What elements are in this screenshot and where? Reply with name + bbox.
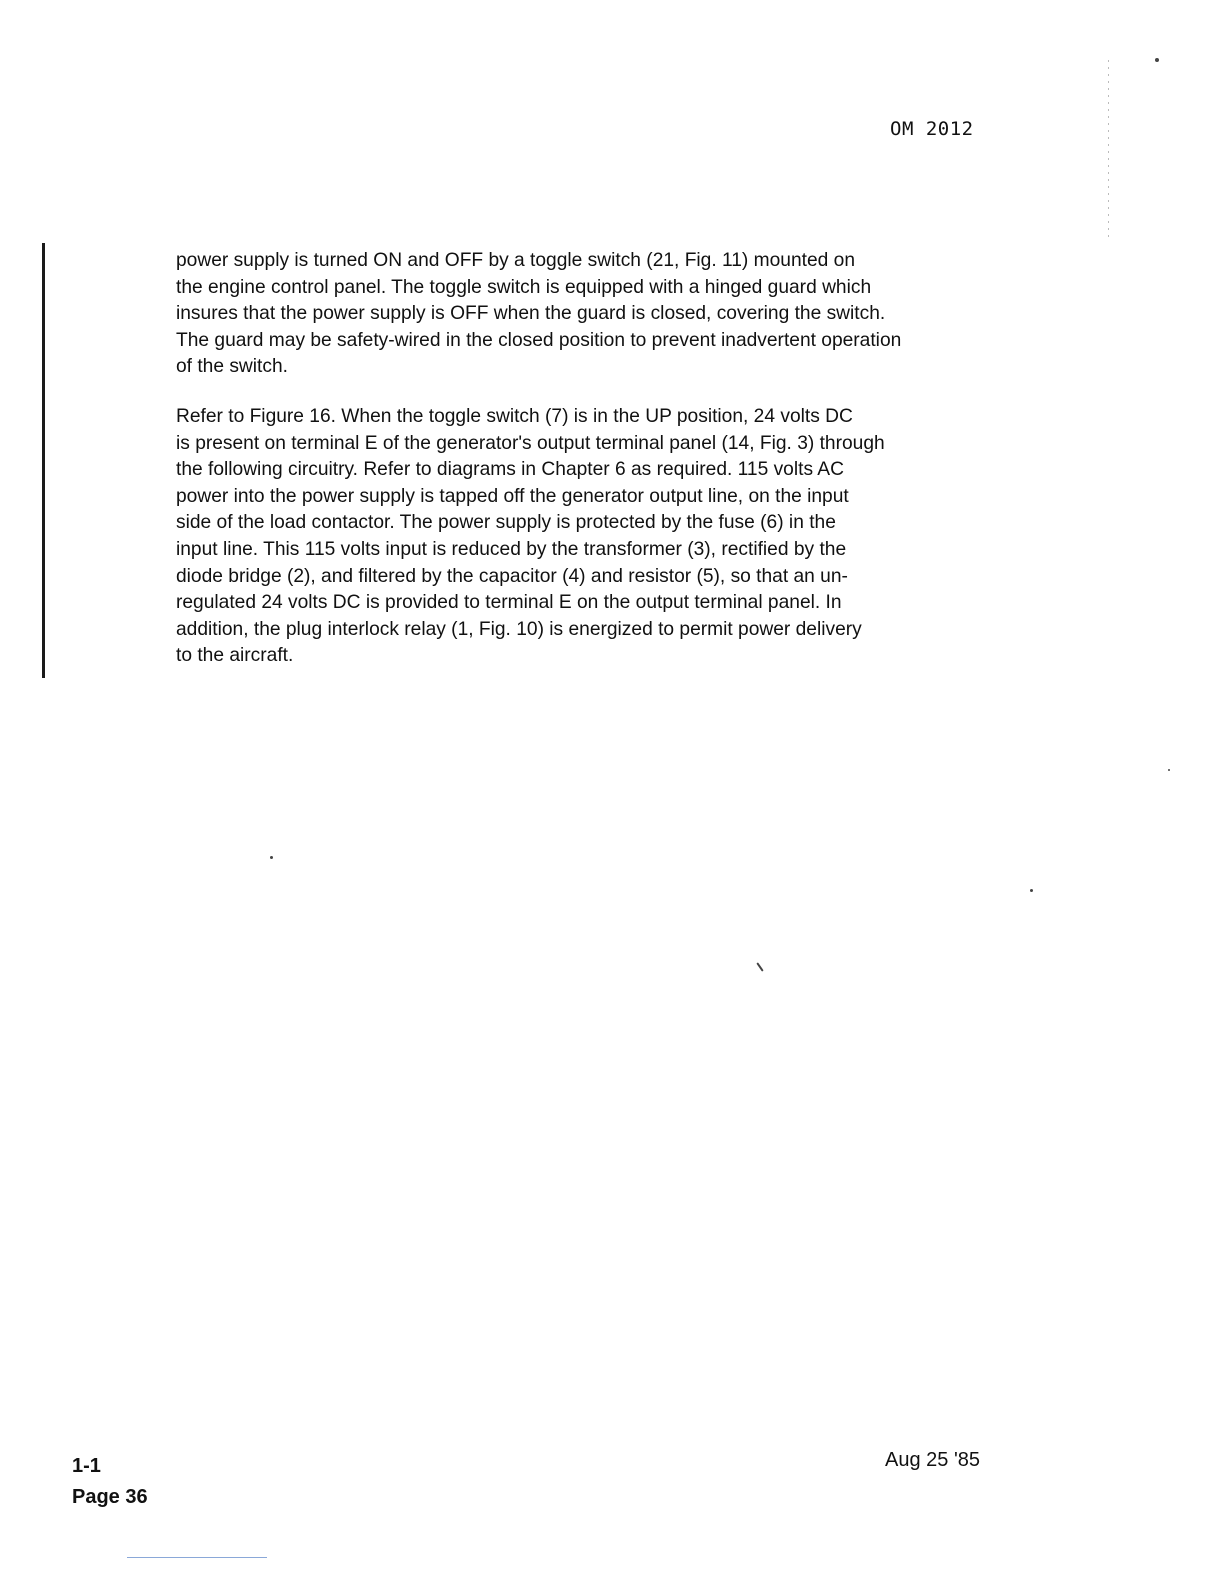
scan-speck bbox=[270, 856, 273, 859]
scan-edge-rule bbox=[127, 1557, 267, 1558]
text-line: is present on terminal E of the generator's output terminal panel (14, Fig. 3) through bbox=[176, 432, 885, 454]
text-line: the engine control panel. The toggle switch is equipped with a hinged guard which bbox=[176, 276, 872, 298]
scan-speck bbox=[1168, 769, 1170, 771]
text-line: insures that the power supply is OFF when the guard is closed, covering the switch. bbox=[176, 303, 886, 325]
footer-date: Aug 25 '85 bbox=[885, 1449, 981, 1471]
scan-edge-dots bbox=[1108, 60, 1109, 240]
text-line: addition, the plug interlock relay (1, Fig. 10) is energized to permit power delivery bbox=[176, 618, 862, 640]
text-line: regulated 24 volts DC is provided to terminal E on the output terminal panel. In bbox=[176, 592, 842, 614]
text-line: power into the power supply is tapped off the generator output line, on the input bbox=[176, 485, 849, 507]
footer-section-number: 1-1 bbox=[72, 1455, 101, 1477]
footer-page-number: Page 36 bbox=[72, 1486, 148, 1508]
text-line: diode bridge (2), and filtered by the capacitor (4) and resistor (5), so that an un- bbox=[176, 565, 848, 587]
scan-speck bbox=[1155, 58, 1159, 62]
revision-change-bar bbox=[42, 243, 45, 678]
document-id: OM 2012 bbox=[890, 118, 974, 140]
scan-speck bbox=[1030, 889, 1033, 892]
text-line: side of the load contactor. The power supply is protected by the fuse (6) in the bbox=[176, 512, 836, 534]
text-line: The guard may be safety-wired in the closed position to prevent inadvertent operation bbox=[176, 329, 902, 351]
paragraph-1 bbox=[176, 248, 1056, 381]
text-line: Refer to Figure 16. When the toggle switch (7) is in the UP position, 24 volts DC bbox=[176, 405, 853, 427]
text-line: the following circuitry. Refer to diagrams in Chapter 6 as required. 115 volts AC bbox=[176, 459, 844, 481]
paragraph-2 bbox=[176, 404, 1056, 670]
text-line: power supply is turned ON and OFF by a toggle switch (21, Fig. 11) mounted on bbox=[176, 250, 856, 271]
scan-speck bbox=[756, 962, 763, 971]
text-line: input line. This 115 volts input is reduced by the transformer (3), rectified by the bbox=[176, 538, 847, 560]
text-line: to the aircraft. bbox=[176, 645, 294, 667]
body-text bbox=[176, 248, 1056, 670]
text-line: of the switch. bbox=[176, 356, 288, 378]
